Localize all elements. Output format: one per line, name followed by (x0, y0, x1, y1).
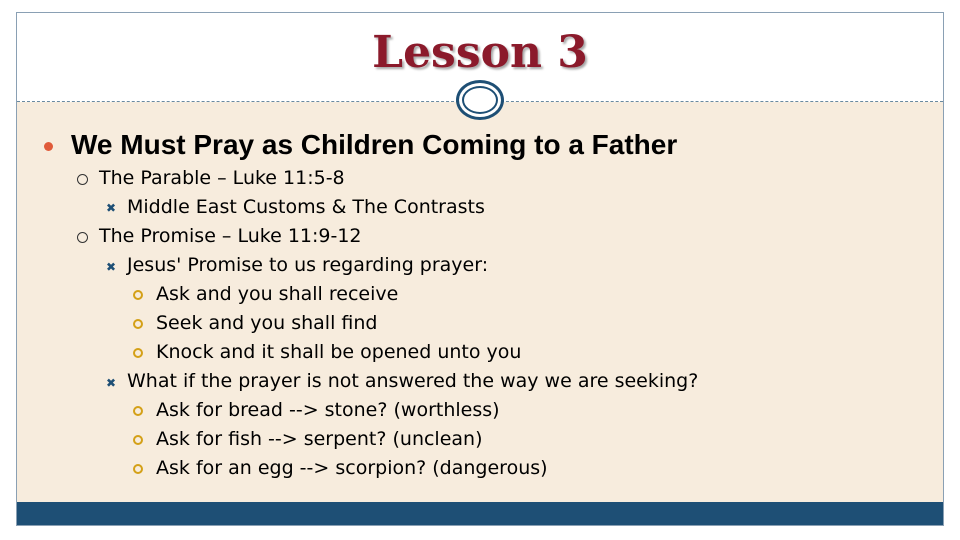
ring-bullet-icon (133, 435, 143, 445)
slide-title: Lesson 3 (372, 27, 588, 78)
list-item: Knock and it shall be opened unto you (156, 341, 522, 363)
list-item: Ask for an egg --> scorpion? (dangerous) (156, 457, 548, 479)
list-item: Ask and you shall receive (156, 283, 399, 305)
main-heading: We Must Pray as Children Coming to a Father (71, 129, 678, 160)
star-bullet-icon: ✖ (106, 201, 117, 215)
list-item: Ask for fish --> serpent? (unclean) (156, 428, 483, 450)
list-item: Seek and you shall find (156, 312, 378, 334)
list-item: Middle East Customs & The Contrasts (127, 196, 485, 218)
list-item: Jesus' Promise to us regarding prayer: (127, 254, 489, 276)
star-bullet-icon: ✖ (106, 376, 117, 390)
list-item: What if the prayer is not answered the way we are seeking? (127, 370, 699, 392)
ring-bullet-icon (133, 464, 143, 474)
ring-bullet-icon (133, 319, 143, 329)
filled-circle-bullet-icon (44, 142, 53, 151)
hollow-circle-bullet-icon (77, 174, 88, 185)
hollow-circle-bullet-icon (77, 232, 88, 243)
list-item: The Parable – Luke 11:5-8 (99, 167, 345, 189)
ring-bullet-icon (133, 406, 143, 416)
ring-bullet-icon (133, 290, 143, 300)
ring-bullet-icon (133, 348, 143, 358)
list-item: The Promise – Luke 11:9-12 (99, 225, 362, 247)
star-bullet-icon: ✖ (106, 260, 117, 274)
list-item: Ask for bread --> stone? (worthless) (156, 399, 500, 421)
